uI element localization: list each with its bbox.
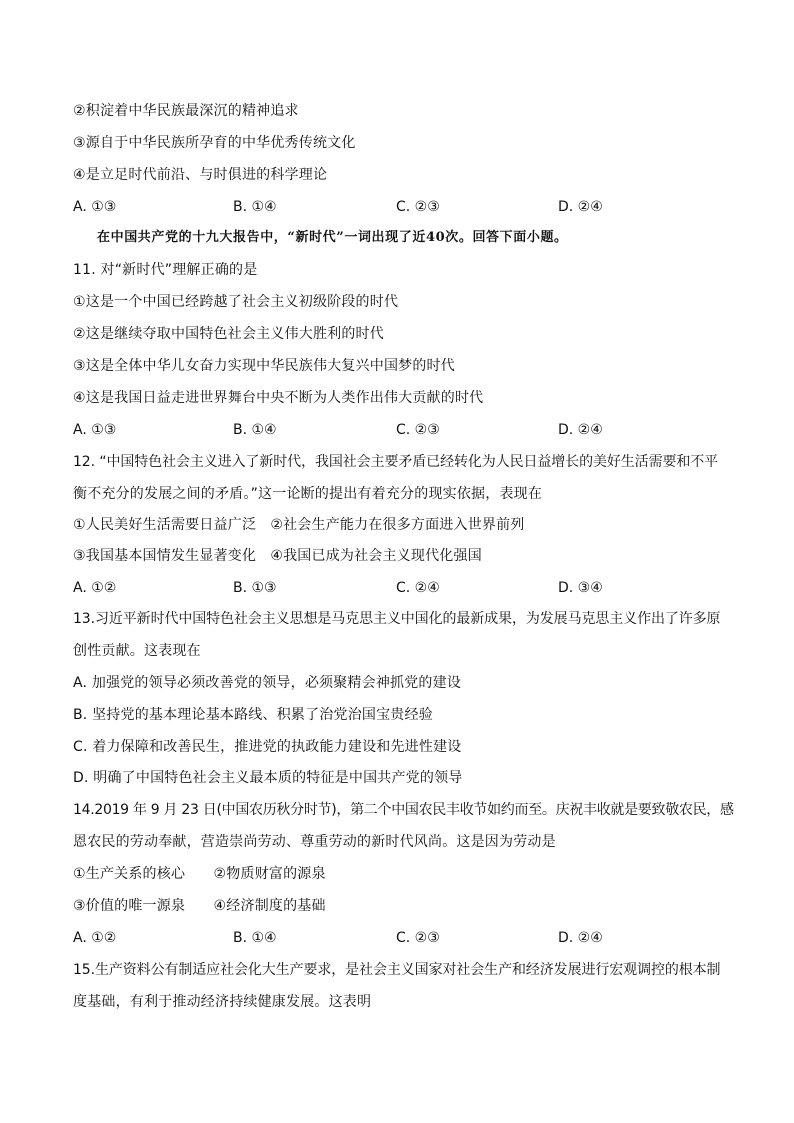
option-d: D. ②④: [558, 930, 603, 946]
q13-option-b: B. 坚持党的基本理论基本路线、积累了治党治国宝贵经验: [73, 707, 433, 723]
q14-stem-line-2: 恩农民的劳动奉献，营造崇尚劳动、尊重劳动的新时代风尚。这是因为劳动是: [73, 834, 556, 850]
item-2: ②积淀着中华民族最深沉的精神追求: [73, 103, 299, 119]
option-a: A. ①③: [73, 422, 117, 438]
option-a: A. ①②: [73, 930, 117, 946]
option-d: D. ②④: [558, 199, 603, 215]
option-b: B. ①④: [233, 422, 277, 438]
q11-item-2: ②这是继续夺取中国特色社会主义伟大胜利的时代: [73, 326, 384, 342]
q11-item-1: ①这是一个中国已经跨越了社会主义初级阶段的时代: [73, 294, 399, 310]
option-c: C. ②③: [396, 422, 440, 438]
q14-stem-line-1: 14.2019 年 9 月 23 日(中国农历秋分时节)，第二个中国农民丰收节如约而至。庆祝丰收就是要致敬农民，感: [73, 802, 734, 818]
q14-options: [73, 928, 733, 948]
item-4: ④是立足时代前沿、与时俱进的科学理论: [73, 167, 328, 183]
option-d: D. ③④: [558, 580, 603, 596]
option-a: A. ①③: [73, 199, 117, 215]
q13-option-c: C. 着力保障和改善民生，推进党的执政能力建设和先进性建设: [73, 739, 462, 755]
q13-stem-line-1: 13.习近平新时代中国特色社会主义思想是马克思主义中国化的最新成果，为发展马克思主义作出了许多原: [73, 611, 721, 627]
q11-item-3: ③这是全体中华儿女奋力实现中华民族伟大复兴中国梦的时代: [73, 358, 455, 374]
item-3: ③源自于中华民族所孕育的中华优秀传统文化: [73, 135, 356, 151]
q13-option-a: A. 加强党的领导必须改善党的领导，必须聚精会神抓党的建设: [73, 675, 462, 691]
option-c: C. ②③: [396, 199, 440, 215]
option-c: C. ②③: [396, 930, 440, 946]
q14-items-row-2: ③价值的唯一源泉 ④经济制度的基础: [73, 898, 326, 914]
q11-stem: 11. 对“新时代”理解正确的是: [73, 262, 258, 278]
option-b: B. ①④: [233, 199, 277, 215]
section-intro: 在中国共产党的十九大报告中，“新时代”一词出现了近40次。回答下面小题。: [97, 230, 568, 245]
q12-items-row-2: ③我国基本国情发生显著变化 ④我国已成为社会主义现代化强国: [73, 548, 482, 564]
q12-stem-line-2: 衡不充分的发展之间的矛盾。”这一论断的提出有着充分的现实依据，表现在: [73, 486, 543, 502]
q12-options: [73, 578, 733, 598]
q12-items-row-1: ①人民美好生活需要日益广泛 ②社会生产能力在很多方面进入世界前列: [73, 517, 525, 533]
option-b: B. ①④: [233, 930, 277, 946]
option-a: A. ①②: [73, 580, 117, 596]
q10-options: [73, 197, 733, 217]
option-d: D. ②④: [558, 422, 603, 438]
q11-item-4: ④这是我国日益走进世界舞台中央不断为人类作出伟大贡献的时代: [73, 390, 484, 406]
q11-options: [73, 420, 733, 440]
q15-stem-line-1: 15.生产资料公有制适应社会化大生产要求，是社会主义国家对社会生产和经济发展进行宏观调控的根本制: [73, 962, 721, 978]
q15-stem-line-2: 度基础，有利于推动经济持续健康发展。这表明: [73, 994, 372, 1010]
option-b: B. ①③: [233, 580, 277, 596]
q13-stem-line-2: 创性贡献。这表现在: [73, 643, 201, 659]
q13-option-d: D. 明确了中国特色社会主义最本质的特征是中国共产党的领导: [73, 770, 463, 786]
q12-stem-line-1: 12. “中国特色社会主义进入了新时代，我国社会主要矛盾已经转化为人民日益增长的美好生活需要和不平: [73, 454, 719, 470]
q14-items-row-1: ①生产关系的核心 ②物质财富的源泉: [73, 866, 326, 882]
option-c: C. ②④: [396, 580, 440, 596]
